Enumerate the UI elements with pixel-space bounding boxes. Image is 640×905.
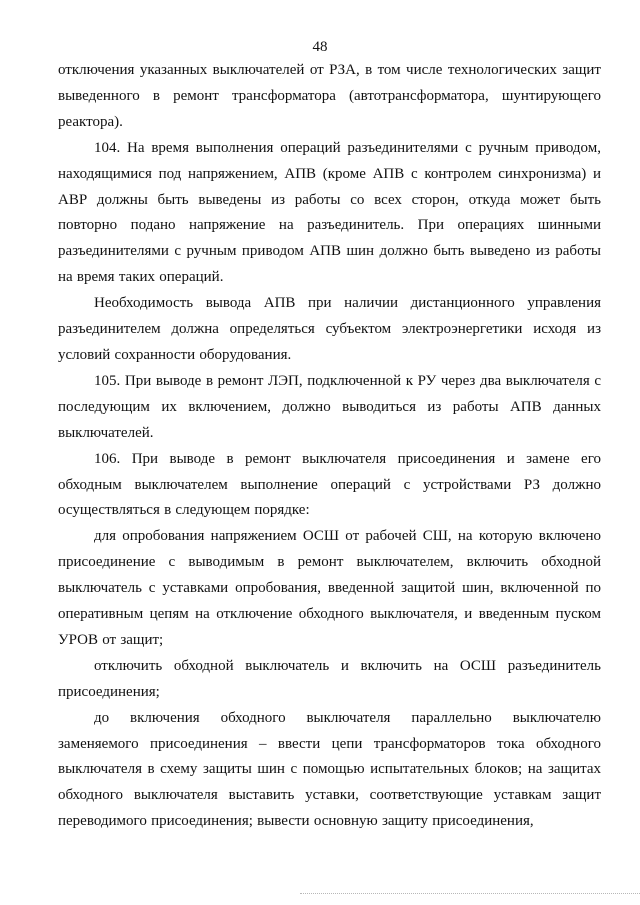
paragraph-104: 104. На время выполнения операций разъединителями с ручным приводом, находящимися под напряжением, АПВ (кроме АПВ с контролем синхронизма) и АВР должны быть выведены из работы со всех сторон, откуда может быть повторно подано напряжение на разъединитель. При операциях шинными разъединителями с ручным приводом АПВ шин должно быть выведено из работы на время таких операций. [58, 139, 601, 286]
paragraph-continuation: отключения указанных выключателей от РЗА, в том числе технологических защит выведенного в ремонт трансформатора (автотрансформатора, шунтирующего реактора). [58, 62, 601, 130]
paragraph-105: 105. При выводе в ремонт ЛЭП, подключенной к РУ через два выключателя с последующим их включением, должно выводиться из работы АПВ данных выключателей. [58, 372, 601, 441]
paragraph-before-bypass: до включения обходного выключателя параллельно выключателю заменяемого присоединения – ввести цепи трансформаторов тока обходного выключателя в схему защиты шин с помощью испытательных блоков; на защитах обходного выключателя выставить уставки, соответствующие уставкам защит переводимого присоединения; вывести основную защиту присоединения, [58, 709, 601, 830]
paragraph-osh-testing: для опробования напряжением ОСШ от рабочей СШ, на которую включено присоединение с выводимым в ремонт выключателем, включить обходной выключатель с уставками опробования, введенной защитой шин, включенной по оперативным цепям на отключение обходного выключателя, и введенным пуском УРОВ от защит; [58, 528, 601, 648]
paragraph-apv-necessity: Необходимость вывода АПВ при наличии дистанционного управления разъединителем должна определяться субъектом электроэнергетики исходя из условий сохранности оборудования. [58, 295, 601, 363]
paragraph-106: 106. При выводе в ремонт выключателя присоединения и замене его обходным выключателем выполнение операций с устройствами РЗ должно осуществляться в следующем порядке: [58, 450, 601, 519]
paragraph-disconnect-bypass: отключить обходной выключатель и включить на ОСШ разъединитель присоединения; [58, 657, 601, 700]
page-number: 48 [312, 39, 328, 55]
scan-artifact-line [300, 893, 640, 895]
document-body [58, 58, 601, 835]
